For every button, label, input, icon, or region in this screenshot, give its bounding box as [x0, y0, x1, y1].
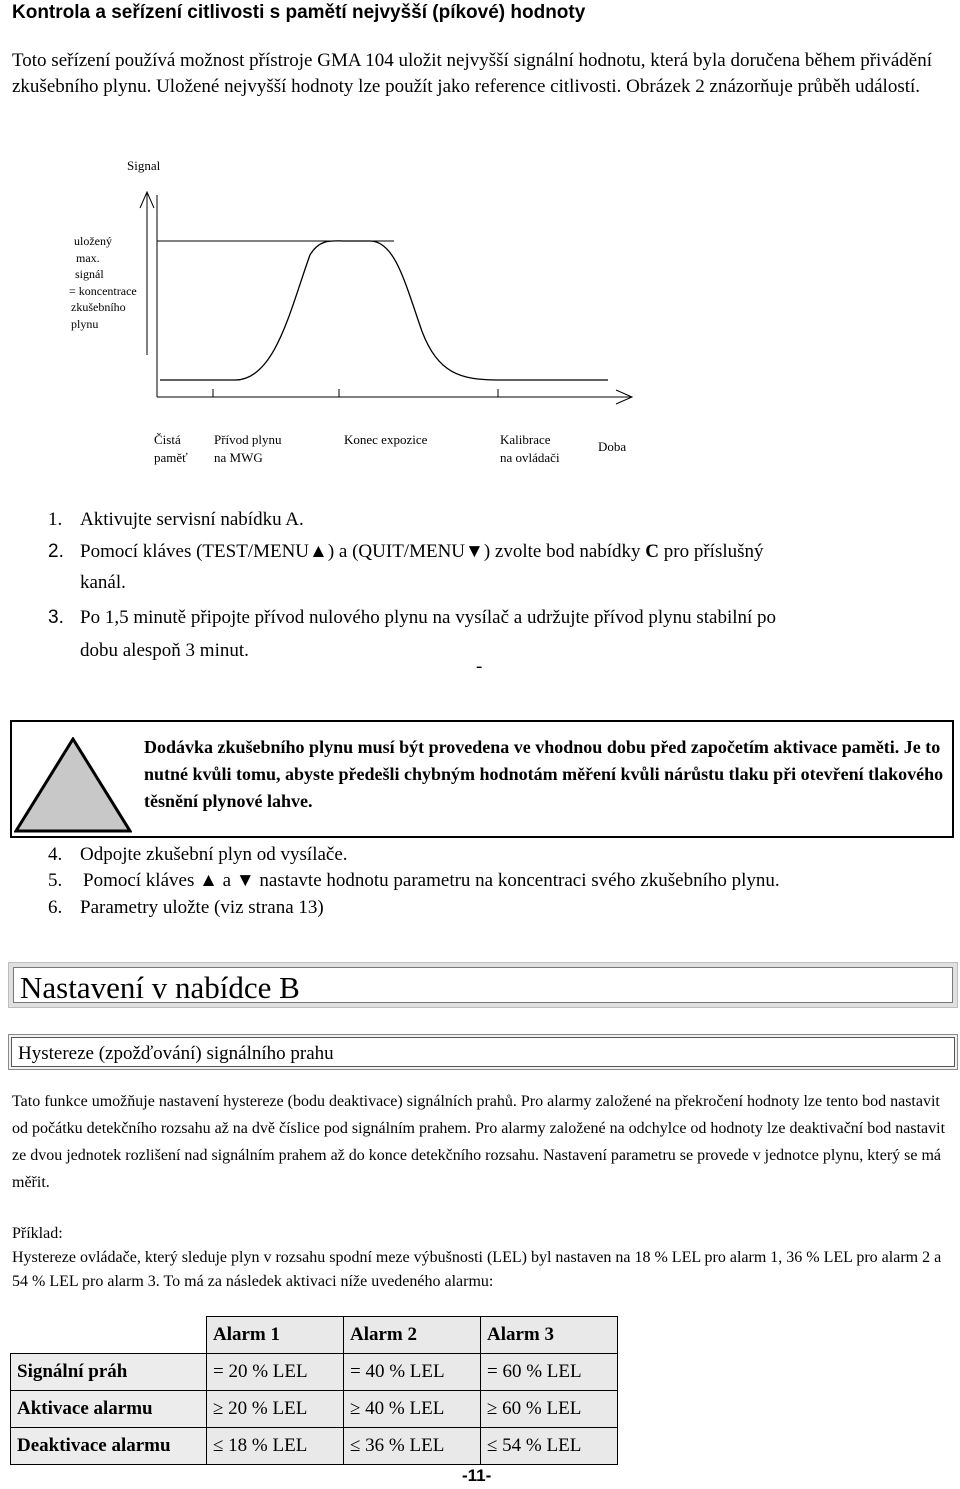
- table-cell: = 40 % LEL: [344, 1354, 481, 1391]
- step-number: 6.: [48, 897, 63, 918]
- stray-mark: -: [476, 656, 483, 677]
- x-axis: [157, 195, 632, 404]
- page-number: -11-: [462, 1466, 492, 1485]
- table-row: [11, 1391, 618, 1428]
- step-text: Odpojte zkušební plyn od vysílače.: [80, 844, 348, 865]
- column-header: Alarm 3: [481, 1317, 618, 1354]
- step-text: Parametry uložte (viz strana 13): [80, 897, 324, 918]
- table-cell: ≥ 20 % LEL: [207, 1391, 344, 1428]
- sensitivity-chart: [60, 150, 660, 480]
- table-header-row: [11, 1317, 618, 1354]
- table-row: [11, 1428, 618, 1465]
- event-label: paměť: [154, 450, 188, 465]
- row-label: Aktivace alarmu: [11, 1391, 207, 1428]
- table-cell: = 60 % LEL: [481, 1354, 618, 1391]
- example-block: [12, 1222, 957, 1294]
- intro-paragraph: Toto seřízení používá možnost přístroje GMA 104 uložit nejvyšší signální hodnotu, která byla doručena během přivádění zkušebního plynu. Uložené nejvyšší hodnoty lze použít jako reference citlivosti. Obrázek 2 znázorňuje průběh událostí.: [12, 50, 932, 97]
- step-number: 1.: [48, 509, 63, 530]
- table-cell: ≤ 36 % LEL: [344, 1428, 481, 1465]
- table-row: [11, 1354, 618, 1391]
- subsection-title: Hystereze (zpožďování) signálního prahu: [18, 1043, 334, 1064]
- event-label: Kalibrace: [500, 432, 551, 447]
- table-cell: ≤ 18 % LEL: [207, 1428, 344, 1465]
- section-title: Nastavení v nabídce B: [20, 970, 300, 1005]
- table-cell: = 20 % LEL: [207, 1354, 344, 1391]
- step-text: Pomocí kláves ▲ a ▼ nastavte hodnotu parametru na koncentraci svého zkušebního plynu.: [83, 870, 780, 891]
- alarm-table: [10, 1316, 618, 1465]
- step-number: 5.: [48, 870, 63, 891]
- step-text: Pomocí kláves (TEST/MENU▲) a (QUIT/MENU▼) zvolte bod nabídky C pro příslušný: [80, 541, 764, 562]
- y-axis: [140, 192, 154, 355]
- table-cell: ≤ 54 % LEL: [481, 1428, 618, 1465]
- warning-text: Dodávka zkušebního plynu musí být provedena ve vhodnou dobu před započetím aktivace paměti. Je to nutné kvůli tomu, abyste předešli chybným hodnotám měření kvůli nárůstu tlaku při otevření tlakového těsnění plynové lahve.: [144, 737, 944, 811]
- column-header: Alarm 1: [207, 1317, 344, 1354]
- svg-text:max.: max.: [76, 251, 100, 265]
- event-label: Konec expozice: [344, 432, 428, 447]
- example-text: Hystereze ovládače, který sleduje plyn v rozsahu spodní meze výbušnosti (LEL) byl nastaven na 18 % LEL pro alarm 1, 36 % LEL pro alarm 2 a 54 % LEL pro alarm 3. To má za následek aktivaci níže uvedeného alarmu:: [12, 1249, 942, 1290]
- event-label: na MWG: [214, 450, 263, 465]
- description-paragraph: Tato funkce umožňuje nastavení hystereze (bodu deaktivace) signálních prahů. Pro alarmy založené na překročení hodnoty lze tento bod nastavit od počátku detekčního rozsahu až na dvě číslice pod signálním prahem. Pro alarmy založené na odchylce od hodnoty lze deaktivační bod nastavit ze dvou jednotek rozlišení nad signálním prahem až do konce detekčního rozsahu. Nastavení parametru se provede v jednotce plynu, který se má měřit.: [12, 1093, 946, 1191]
- svg-text:zkušebního: zkušebního: [71, 300, 126, 314]
- svg-text:signál: signál: [75, 267, 104, 281]
- step-number: 4.: [48, 844, 63, 865]
- stored-label: [69, 234, 137, 331]
- y-axis-label: Signal: [127, 158, 161, 173]
- x-axis-label: Doba: [598, 439, 627, 454]
- svg-text:= koncentrace: = koncentrace: [69, 284, 137, 298]
- svg-text:uložený: uložený: [74, 234, 112, 248]
- example-label: Příklad:: [12, 1225, 63, 1242]
- signal-curve: [160, 241, 608, 380]
- step-text: Po 1,5 minutě připojte přívod nulového plynu na vysílač a udržujte přívod plynu stabilní po: [80, 607, 777, 628]
- step-text-continued: kanál.: [80, 572, 126, 593]
- column-header: Alarm 2: [344, 1317, 481, 1354]
- table-cell: ≥ 40 % LEL: [344, 1391, 481, 1428]
- warning-triangle-icon: [14, 737, 132, 833]
- section-header: [8, 962, 958, 1008]
- page-heading: Kontrola a seřízení citlivosti s pamětí nejvyšší (píkové) hodnoty: [12, 2, 586, 23]
- table-cell: ≥ 60 % LEL: [481, 1391, 618, 1428]
- event-label: Přívod plynu: [214, 432, 282, 447]
- time-ticks: [213, 389, 498, 397]
- row-label: Signální práh: [11, 1354, 207, 1391]
- step-number: 2.: [48, 541, 64, 562]
- event-label: na ovládači: [500, 450, 560, 465]
- step-text: Aktivujte servisní nabídku A.: [80, 509, 304, 530]
- step-text-continued: dobu alespoň 3 minut.: [80, 640, 249, 661]
- subsection-header: [8, 1034, 958, 1070]
- row-label: Deaktivace alarmu: [11, 1428, 207, 1465]
- event-label: Čistá: [154, 432, 181, 447]
- step-number: 3.: [48, 607, 64, 628]
- svg-text:plynu: plynu: [71, 317, 99, 331]
